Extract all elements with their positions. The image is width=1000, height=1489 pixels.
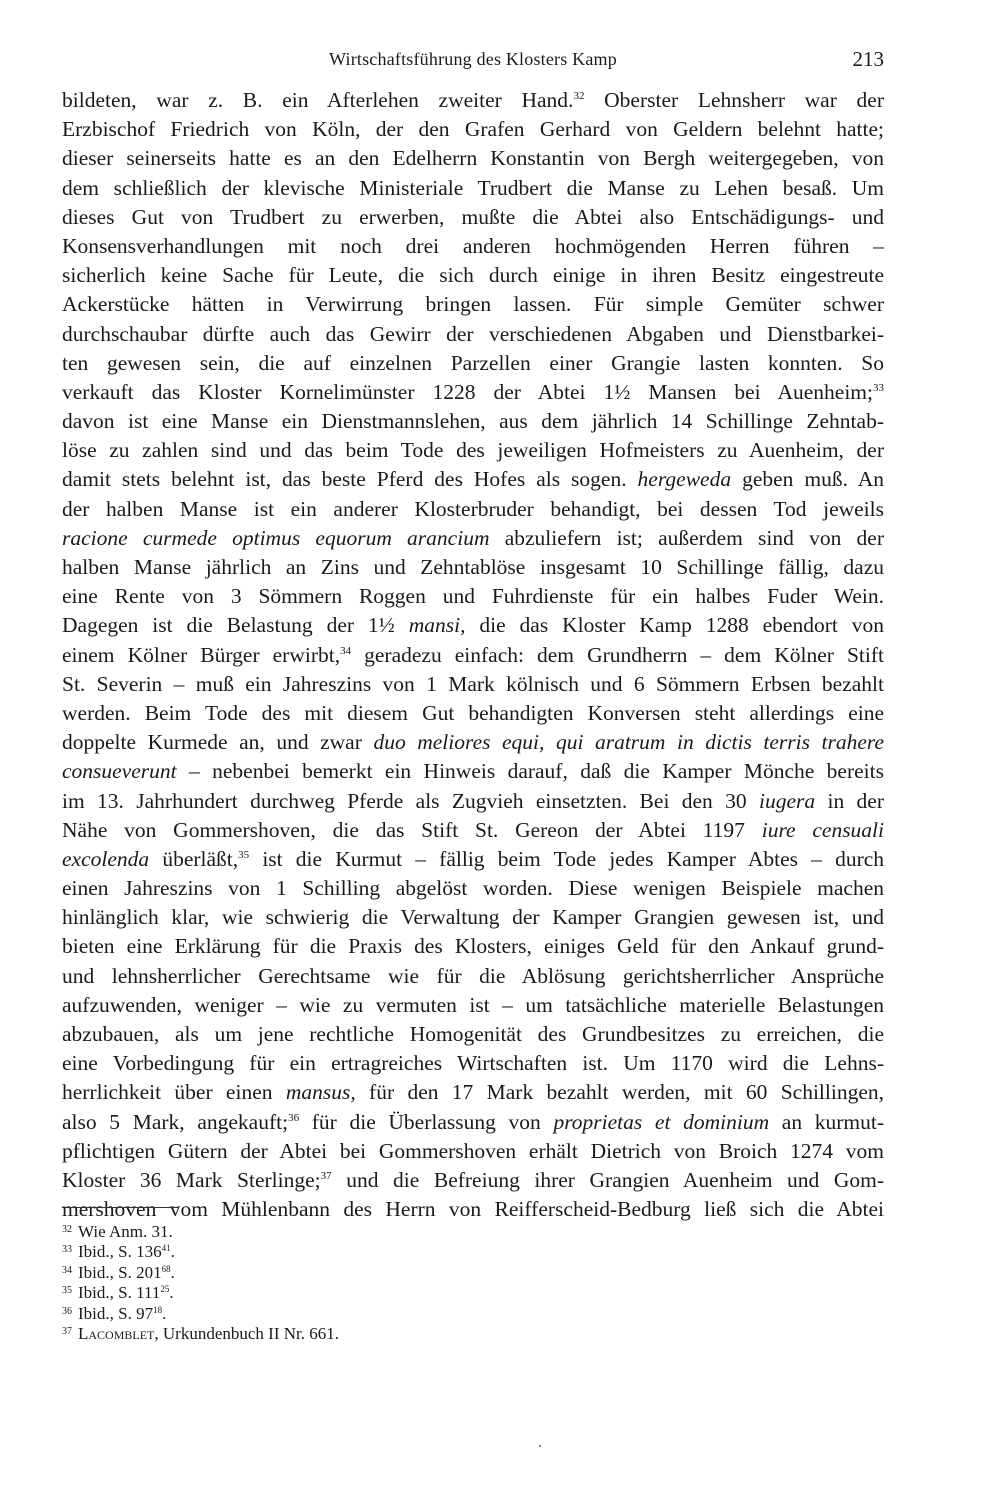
page-number: 213 bbox=[852, 47, 884, 71]
text-line: herrlichkeit über einen mansus, für den 17 Mark bezahlt werden, mit 60 Schillingen, bbox=[62, 1080, 885, 1105]
text-line: davon ist eine Manse ein Dienstmannslehen, aus dem jährlich 14 Schillinge Zehntab- bbox=[62, 409, 884, 434]
text-line: hinlänglich klar, wie schwierig die Verwaltung der Kamper Grangien gewesen ist, und bbox=[62, 905, 884, 930]
footnote: $^{35}$ Ibid., S. $111^{25}$. bbox=[62, 1283, 174, 1303]
text-line: durchschaubar dürfte auch das Gewirr der verschiedenen Abgaben und Dienstbarkei- bbox=[62, 321, 884, 346]
page-header bbox=[62, 44, 884, 74]
text-line: einen Jahreszins von 1 Schilling abgelöst worden. Diese wenigen Beispiele machen bbox=[62, 876, 884, 901]
text-line: Dagegen ist die Belastung der 1½ mansi, die das Kloster Kamp 1288 ebendort von bbox=[62, 613, 885, 638]
text-line: dieses Gut von Trudbert zu erwerben, mußte die Abtei also Entschädigungs- und bbox=[62, 204, 884, 229]
text-line: werden. Beim Tode des mit diesem Gut behandigten Konversen steht allerdings eine bbox=[62, 700, 884, 725]
running-title: Wirtschaftsführung des Klosters Kamp bbox=[329, 49, 617, 69]
text-line: racione curmede optimus equorum arancium abzuliefern ist; außerdem sind von der bbox=[62, 525, 885, 550]
text-line: bildeten, war z. B. ein Afterlehen zweiter Hand.$^{32}$ Oberster Lehnsherr war der bbox=[62, 88, 885, 112]
text-line: halben Manse jährlich an Zins und Zehntablöse insgesamt 10 Schillinge fällig, dazu bbox=[62, 555, 884, 579]
text-line: excolenda überläßt,$^{35}$ ist die Kurmut – fällig beim Tode jedes Kamper Abtes – durch bbox=[62, 846, 885, 871]
footnote: $^{32}$ Wie Anm. 31. bbox=[62, 1222, 173, 1241]
text-line: eine Vorbedingung für ein ertragreiches Wirtschaften ist. Um 1170 wird die Lehns- bbox=[62, 1051, 884, 1076]
text-line: also 5 Mark, angekauft;$^{36}$ für die Überlassung von proprietas et dominium an kurmut- bbox=[62, 1109, 885, 1134]
text-line: mershoven vom Mühlenbann des Herrn von Reifferscheid-Bedburg ließ sich die Abtei bbox=[62, 1197, 884, 1222]
footnote-ref[interactable]: 37 bbox=[320, 1169, 332, 1182]
text-line: Nähe von Gommershoven, die das Stift St. Gereon der Abtei 1197 iure censuali bbox=[62, 817, 885, 842]
footnote: $^{37}$ Lacomblet, Urkundenbuch II Nr. 661. bbox=[62, 1323, 339, 1343]
footnote: $^{33}$ Ibid., S. $136^{41}$. bbox=[62, 1242, 175, 1262]
text-line: ten gewesen sein, die auf einzelnen Parzellen einer Grangie lasten konnten. So bbox=[62, 350, 884, 375]
footnote-ref[interactable]: 33 bbox=[873, 381, 884, 394]
text-line: consueverunt – nebenbei bemerkt ein Hinweis darauf, daß die Kamper Mönche bereits bbox=[62, 759, 884, 784]
footnote-ref[interactable]: 36 bbox=[288, 1111, 300, 1124]
text-line: pflichtigen Gütern der Abtei bei Gommershoven erhält Dietrich von Broich 1274 vom bbox=[62, 1138, 884, 1163]
footnotes bbox=[62, 1220, 762, 1342]
text-line: der halben Manse ist ein anderer Klosterbruder behandigt, bei dessen Tod jeweils bbox=[62, 496, 884, 521]
footnote-divider bbox=[62, 1207, 178, 1208]
text-line: Kloster 36 Mark Sterlinge;$^{37}$ und die Befreiung ihrer Grangien Auenheim und Gom- bbox=[62, 1167, 884, 1192]
body-text bbox=[62, 86, 884, 1224]
text-line: dieser seinerseits hatte es an den Edelherrn Konstantin von Bergh weitergegeben, von bbox=[62, 146, 884, 171]
text-line: Ackerstücke hätten in Verwirrung bringen lassen. Für simple Gemüter schwer bbox=[62, 292, 884, 317]
text-line: Konsensverhandlungen mit noch drei anderen hochmögenden Herren führen – bbox=[62, 233, 884, 258]
text-line: eine Rente von 3 Sömmern Roggen und Fuhrdienste für ein halbes Fuder Wein. bbox=[62, 584, 884, 609]
text-line: löse zu zahlen sind und das beim Tode des jeweiligen Hofmeisters zu Auenheim, der bbox=[62, 438, 884, 463]
text-line: damit stets belehnt ist, das beste Pferd des Hofes als sogen. hergeweda geben muß. An bbox=[62, 467, 885, 492]
footnote-ref[interactable]: 32 bbox=[573, 90, 585, 102]
text-line: St. Severin – muß ein Jahreszins von 1 Mark kölnisch und 6 Sömmern Erbsen bezahlt bbox=[62, 671, 884, 696]
footnote-ref[interactable]: 35 bbox=[238, 848, 250, 861]
text-line: bieten eine Erklärung für die Praxis des Klosters, einiges Geld für den Ankauf grund- bbox=[62, 934, 884, 959]
footnote: $^{34}$ Ibid., S. $201^{68}$. bbox=[62, 1262, 175, 1282]
text-line: verkauft das Kloster Kornelimünster 1228 der Abtei 1½ Mansen bei Auenheim;$^{33}$ bbox=[62, 379, 884, 404]
speck bbox=[539, 1445, 541, 1447]
text-line: Erzbischof Friedrich von Köln, der den Grafen Gerhard von Geldern belehnt hatte; bbox=[62, 117, 884, 142]
footnote: $^{36}$ Ibid., S. $97^{18}$. bbox=[62, 1303, 167, 1323]
text-line: einem Kölner Bürger erwirbt,$^{34}$ geradezu einfach: dem Grundherrn – dem Kölner Stift bbox=[62, 642, 884, 667]
text-line: und lehnsherrlicher Gerechtsame wie für die Ablösung gerichtsherrlicher Ansprüche bbox=[62, 963, 884, 988]
footnote-ref[interactable]: 34 bbox=[340, 644, 352, 657]
text-line: doppelte Kurmede an, und zwar duo meliores equi, qui aratrum in dictis terris trahere bbox=[62, 730, 885, 755]
text-line: aufzuwenden, weniger – wie zu vermuten ist – um tatsächliche materielle Belastungen bbox=[62, 992, 884, 1017]
text-line: dem schließlich der klevische Ministeriale Trudbert die Manse zu Lehen besaß. Um bbox=[62, 175, 884, 200]
text-line: im 13. Jahrhundert durchweg Pferde als Zugvieh einsetzten. Bei den 30 iugera in der bbox=[62, 788, 884, 813]
text-line: sicherlich keine Sache für Leute, die sich durch einige in ihren Besitz eingestreute bbox=[62, 263, 884, 288]
text-line: abzubauen, als um jene rechtliche Homogenität des Grundbesitzes zu erreichen, die bbox=[62, 1022, 884, 1046]
